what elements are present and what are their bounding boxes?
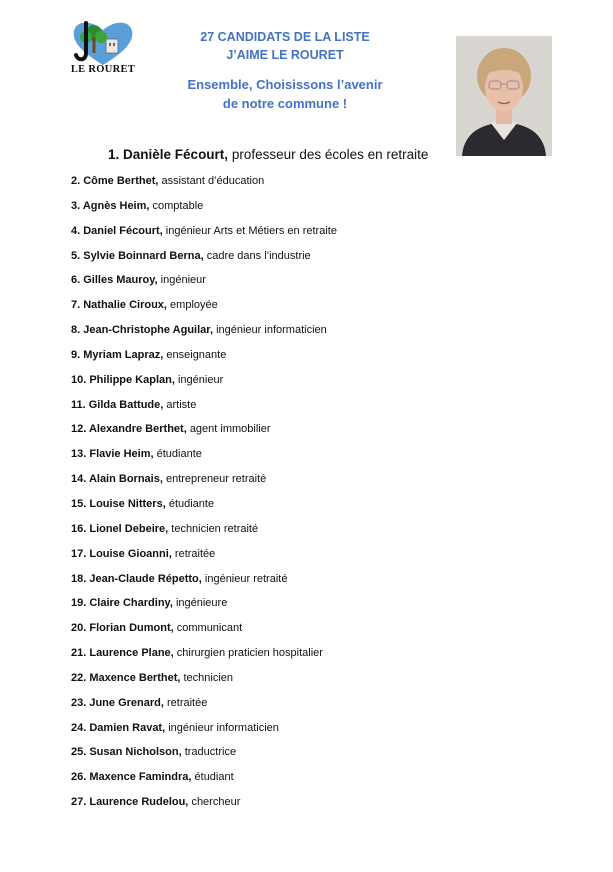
candidate-name: 4. Daniel Fécourt, [71,224,163,237]
heart-tree-icon [70,19,136,67]
candidate-role: assistant d’éducation [161,175,265,187]
list-item [71,795,337,820]
candidate-name: 7. Nathalie Ciroux, [71,299,167,312]
list-item [71,596,337,621]
candidate-role: ingénieur retraité [204,572,288,585]
candidate-name: 10. Philippe Kaplan, [71,373,175,386]
candidate-name: 19. Claire Chardiny, [71,597,173,610]
list-item [71,721,337,746]
list-item [71,547,337,572]
list-item [71,621,337,646]
lead-role: professeur des écoles en retraite [231,147,429,162]
lead-number: 1. [108,147,120,162]
candidate-role: technicien retraité [171,522,259,535]
candidate-list [71,174,337,820]
candidate-role: ingénieur [160,274,206,287]
list-item [71,298,337,323]
candidate-role: retraitée [167,696,208,709]
candidate-name: 6. Gilles Mauroy, [71,274,158,287]
candidate-name: 15. Louise Nitters, [71,497,166,510]
candidate-name: 12. Alexandre Berthet, [71,423,187,436]
list-item [71,497,337,522]
list-item [71,224,337,249]
candidate-name: 24. Damien Ravat, [71,721,166,734]
candidate-name: 25. Susan Nicholson, [71,746,182,759]
lead-name: Danièle Fécourt, [123,147,229,162]
list-item [71,398,337,423]
candidate-name: 8. Jean-Christophe Aguilar, [71,324,214,337]
candidate-role: agent immobilier [189,423,271,436]
candidate-name: 23. June Grenard, [71,696,164,709]
slogan-line1: Ensemble, Choisissons l’avenir [187,77,383,92]
candidate-role: étudiante [156,448,202,461]
candidate-name: 21. Laurence Plane, [71,647,174,660]
lead-candidate [108,147,428,162]
list-item [71,447,337,472]
candidate-role: chercheur [191,796,241,809]
logo-text: LE ROURET [70,64,136,75]
list-title-line1: 27 CANDIDATS DE LA LISTE [200,30,370,44]
list-item [71,273,337,298]
candidate-role: ingénieur Arts et Métiers en retraite [165,224,337,237]
candidate-role: étudiante [168,497,215,510]
candidate-role: technicien [183,671,234,684]
candidate-name: 20. Florian Dumont, [71,622,174,635]
candidate-role: étudiant [194,771,234,784]
list-item [71,522,337,547]
candidate-role: ingénieur informaticien [216,324,327,337]
candidate-name: 26. Maxence Famindra, [71,771,192,784]
list-title-line2: J’AIME LE ROURET [226,48,344,62]
list-item [71,572,337,597]
candidate-role: ingénieur informaticien [168,721,279,734]
candidate-photo [456,36,552,156]
list-item [71,174,337,199]
candidate-role: artiste [166,398,197,411]
candidate-role: cadre dans l’industrie [206,249,311,262]
candidate-name: 9. Myriam Lapraz, [71,348,164,361]
candidate-name: 18. Jean-Claude Répetto, [71,572,202,585]
town-logo [66,19,140,83]
candidate-role: ingénieur [177,373,224,386]
candidate-name: 22. Maxence Berthet, [71,671,181,684]
list-item [71,671,337,696]
list-item [71,199,337,224]
candidate-name: 11. Gilda Battude, [71,398,164,411]
candidate-name: 2. Côme Berthet, [71,175,159,187]
list-item [71,249,337,274]
list-item [71,323,337,348]
slogan-line2: de notre commune ! [222,96,348,111]
candidate-name: 14. Alain Bornais, [71,473,163,486]
list-item [71,422,337,447]
candidate-role: communicant [176,622,243,635]
candidate-role: traductrice [184,746,237,759]
list-item [71,373,337,398]
candidate-name: 16. Lionel Debeire, [71,522,169,535]
candidate-name: 17. Louise Gioanni, [71,547,172,560]
candidate-role: enseignante [166,348,227,361]
candidate-name: 27. Laurence Rudelou, [71,796,189,809]
candidate-name: 3. Agnès Heim, [71,199,150,212]
candidate-role: retraitée [174,547,216,560]
candidate-role: employée [170,299,218,312]
list-item [71,770,337,795]
candidate-role: entrepreneur retraité [165,473,267,486]
candidate-name: 13. Flavie Heim, [71,448,154,461]
list-item [71,348,337,373]
candidate-name: 5. Sylvie Boinnard Berna, [71,249,204,262]
candidate-role: ingénieure [175,597,228,610]
candidate-role: chirurgien praticien hospitalier [176,647,323,660]
candidate-role: comptable [152,199,204,212]
list-item [71,696,337,721]
list-item [71,745,337,770]
list-item [71,472,337,497]
list-item [71,646,337,671]
